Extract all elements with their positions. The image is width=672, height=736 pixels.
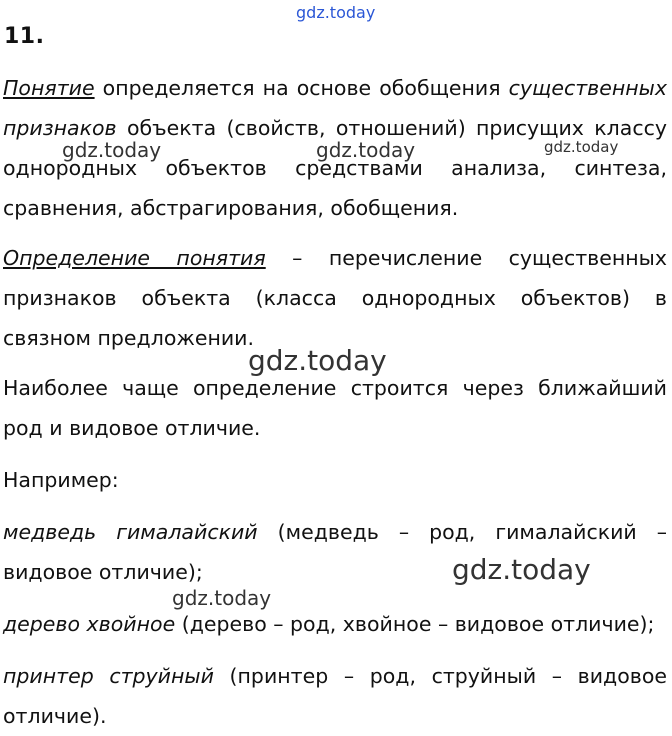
example-3 (3, 656, 667, 736)
concept-text-2: объекта (свойств, отношений) присущих классу однородных объектов средствами анализа, синтеза, сравнения, абстрагирования, обобщения. (3, 116, 667, 220)
watermark: gdz.today (452, 553, 591, 586)
concept-italic-features: существенных признаков (3, 76, 667, 140)
paragraph-method: Наиболее чаще определение строится через ближайший род и видовое отличие. (3, 376, 667, 440)
definition-text: – перечисление существенных признаков объекта (класса однородных объектов) в связном предложении. (3, 246, 668, 350)
example-1-term: медведь гималайский (3, 520, 258, 544)
term-definition: Определение понятия (3, 246, 266, 270)
paragraph-definition (3, 238, 667, 358)
example-3-term: принтер струйный (3, 664, 214, 688)
example-3-text: (принтер – род, струйный – видовое отличие). (3, 664, 667, 728)
paragraph-example-intro: Например: (3, 468, 119, 492)
concept-text-1: определяется на основе обобщения (94, 76, 509, 100)
watermark: gdz.today (248, 344, 387, 377)
example-1 (3, 512, 667, 592)
watermark: gdz.today (316, 138, 416, 162)
task-number: 11. (4, 24, 45, 49)
watermark: gdz.today (62, 138, 162, 162)
paragraph-concept (3, 68, 667, 228)
example-2-text: (дерево – род, хвойное – видовое отличие); (175, 612, 655, 636)
example-2-term: дерево хвойное (3, 612, 176, 636)
example-1-text: (медведь – род, гималайский – видовое отличие); (3, 520, 667, 584)
term-concept: Понятие (3, 76, 95, 100)
watermark: gdz.today (172, 586, 272, 610)
example-2 (3, 604, 667, 644)
watermark: gdz.today (544, 138, 619, 156)
header-watermark: gdz.today (296, 3, 376, 22)
